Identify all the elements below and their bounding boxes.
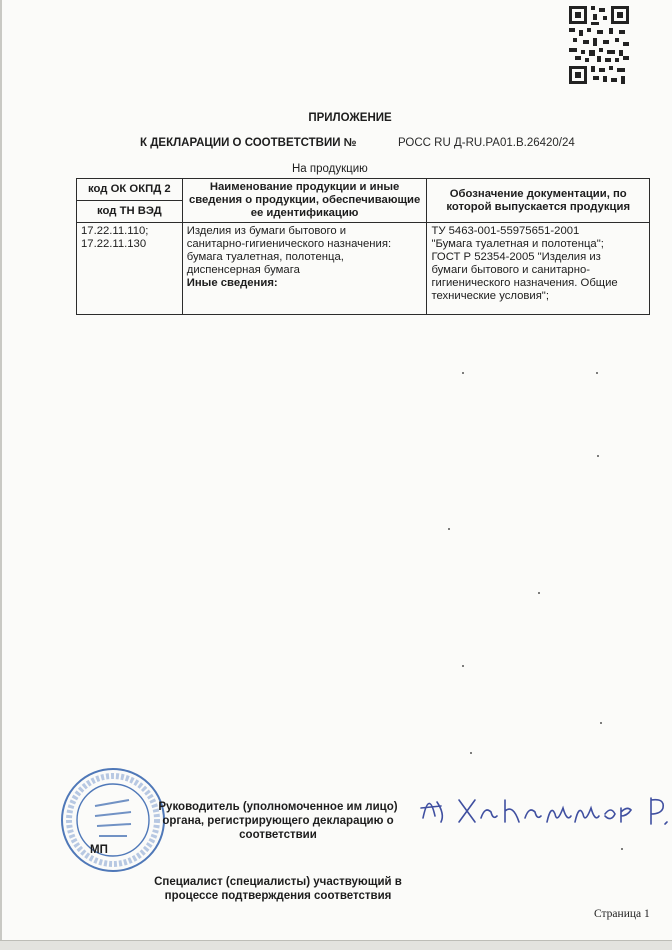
table-row <box>77 223 650 315</box>
product-caption: На продукцию <box>292 163 368 175</box>
caption-line: процессе подтверждения соответствия <box>164 890 392 902</box>
name-line: бумага туалетная, полотенца, <box>186 251 344 263</box>
codes-cell <box>77 223 183 315</box>
doc-line: ТУ 5463-001-55975651-2001 <box>431 225 580 237</box>
page-number: Страница 1 <box>594 908 650 920</box>
header-okpd2: код ОК ОКПД 2 <box>77 179 183 201</box>
header-tn-ved: код ТН ВЭД <box>77 201 183 223</box>
caption-line: соответствии <box>239 829 317 841</box>
name-line: Изделия из бумаги бытового и <box>186 225 347 237</box>
products-table <box>76 178 650 315</box>
caption-line: Специалист (специалисты) участвующий в <box>154 876 402 888</box>
page-title: ПРИЛОЖЕНИЕ <box>308 112 392 124</box>
doc-line: технические условия"; <box>431 290 549 302</box>
documentation-cell <box>427 223 650 315</box>
table-header-row <box>77 179 650 201</box>
scan-edge-left <box>0 0 2 949</box>
header-product-name: Наименование продукции и иные сведения о продукции, обеспечивающие ее идентификацию <box>182 179 427 223</box>
qr-code-icon <box>569 6 629 84</box>
head-signature-caption <box>143 800 413 842</box>
specialist-signature-caption <box>133 875 423 903</box>
declaration-heading: К ДЕКЛАРАЦИИ О СООТВЕТСТВИИ № <box>140 137 357 149</box>
product-name-cell <box>182 223 427 315</box>
mp-mark: МП <box>90 844 108 856</box>
doc-line: ГОСТ Р 52354-2005 "Изделия из <box>431 251 601 263</box>
handwritten-signature <box>415 778 672 838</box>
doc-line: "Бумага туалетная и полотенца"; <box>431 238 604 250</box>
doc-line: гигиенического назначения. Общие <box>431 277 618 289</box>
code-line: 17.22.11.130 <box>81 238 147 250</box>
doc-line: бумаги бытового и санитарно- <box>431 264 590 276</box>
code-line: 17.22.11.110; <box>81 225 149 237</box>
caption-line: органа, регистрирующего декларацию о <box>162 815 394 827</box>
declaration-number: РОСС RU Д-RU.РА01.В.26420/24 <box>398 137 575 149</box>
name-line: диспенсерная бумага <box>186 264 300 276</box>
other-info-label: Иные сведения: <box>186 277 278 289</box>
header-documentation: Обозначение документации, по которой выпускается продукция <box>427 179 650 223</box>
caption-line: Руководитель (уполномоченное им лицо) <box>158 801 398 813</box>
name-line: санитарно-гигиенического назначения: <box>186 238 392 250</box>
